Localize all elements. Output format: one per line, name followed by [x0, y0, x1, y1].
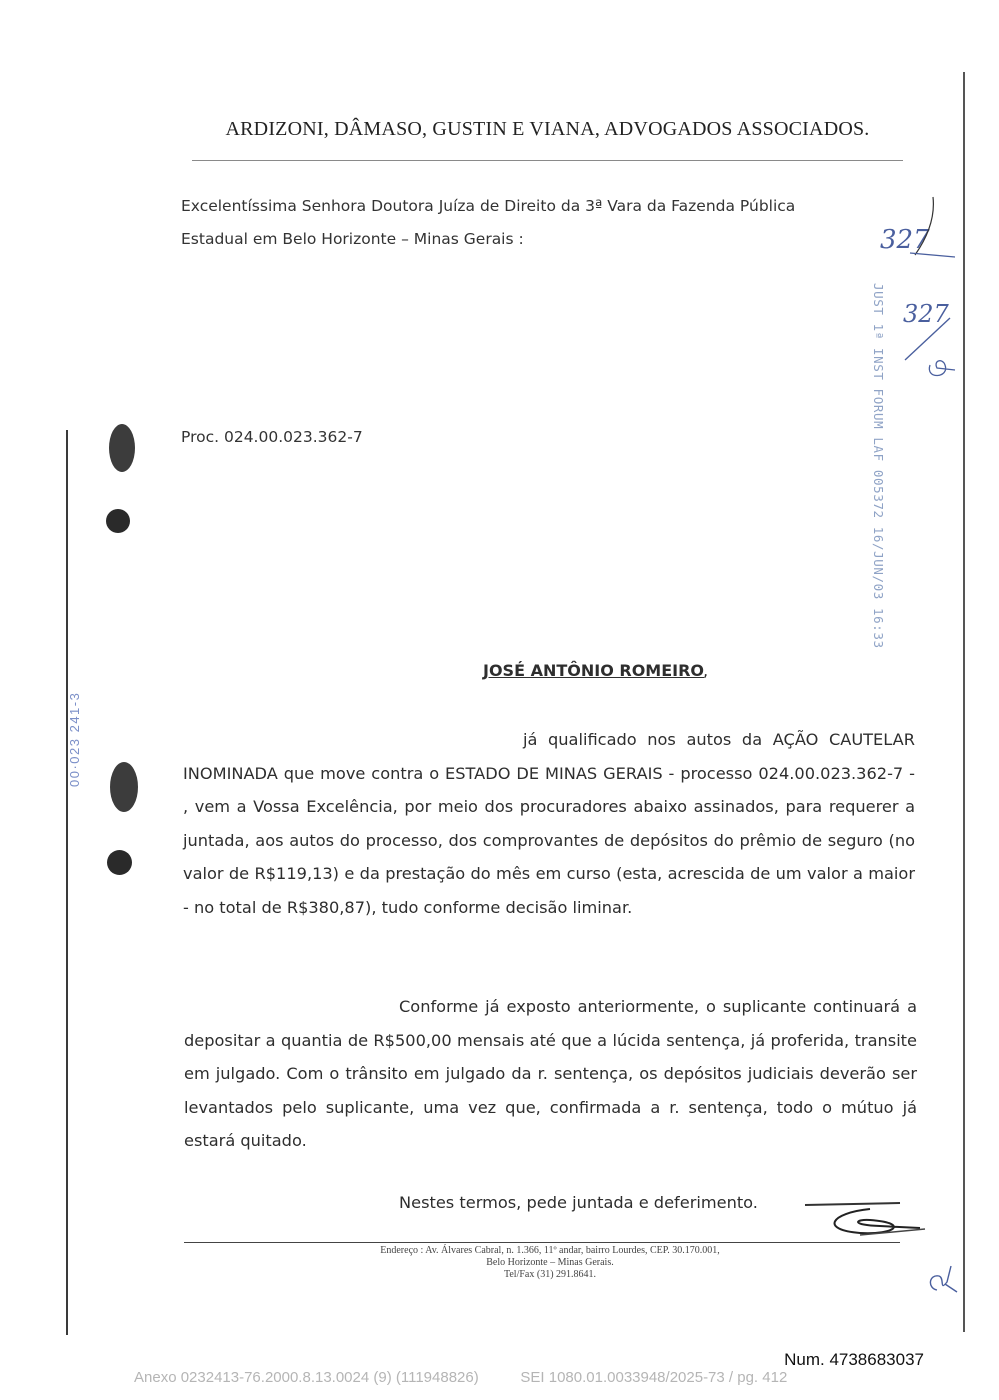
firm-name: ARDIZONI, DÂMASO, GUSTIN E VIANA, ADVOGADOS ASSOCIADOS.: [225, 118, 870, 140]
handwritten-page-number-mid: 327: [903, 300, 949, 328]
process-number: Proc. 024.00.023.362-7: [181, 428, 363, 446]
footer-address: [300, 1245, 800, 1281]
court-stamp: JUST 1ª INST FORUM LAF 005372 16/JUN/03 16:33: [871, 283, 886, 649]
punch-hole: [109, 424, 135, 472]
annex-reference: Anexo 0232413-76.2000.8.13.0024 (9) (111948826) SEI 1080.01.0033948/2025-73 / pg. 412: [134, 1369, 788, 1386]
handwritten-page-number-top: 327: [880, 225, 930, 255]
party-name-comma: ,: [703, 661, 709, 680]
letterhead-divider: [192, 160, 903, 161]
footer-divider: [184, 1242, 900, 1243]
punch-hole: [107, 850, 132, 875]
addressee-line-2: Estadual em Belo Horizonte – Minas Gerais :: [181, 230, 524, 248]
handwritten-side-number: 00·023 241-3: [67, 691, 82, 787]
handwritten-initials-mid: [895, 310, 965, 385]
handwritten-initials-bottom: [925, 1262, 960, 1297]
body-paragraph-2: Conforme já exposto anteriormente, o suplicante continuará a depositar a quantia de R$500,00 mensais até que a lúcida sentença, já proferida, transite em julgado. Com o trânsito em julgado da r. sentença, os depósitos judiciais deverão ser levantados pelo suplicante, uma vez que, confirmada a r. sentença, todo o mútuo já estará quitado.: [184, 997, 917, 1150]
closing-text: Nestes termos, pede juntada e deferimento.: [399, 1193, 758, 1212]
signature: [800, 1195, 930, 1245]
addressee-line-1: Excelentíssima Senhora Doutora Juíza de Direito da 3ª Vara da Fazenda Pública: [181, 197, 796, 215]
strike-mark: [905, 195, 965, 265]
page-left-edge: [66, 430, 68, 1335]
body-paragraph-1: já qualificado nos autos da AÇÃO CAUTELAR INOMINADA que move contra o ESTADO DE MINAS GERAIS - processo 024.00.023.362-7 - , vem a Vossa Excelência, por meio dos procuradores abaixo assinados, para requerer a juntada, aos autos do processo, dos comprovantes de depósitos do prêmio de seguro (no valor de R$119,13) e da prestação do mês em curso (esta, acrescida de um valor a maior - no total de R$380,87), tudo conforme decisão liminar.: [183, 730, 915, 917]
punch-hole: [106, 509, 130, 533]
footer-address-line-2: Belo Horizonte – Minas Gerais.: [486, 1257, 614, 1268]
footer-address-line-1: Endereço : Av. Álvares Cabral, n. 1.366, 11º andar, bairro Lourdes, CEP. 30.170.001,: [380, 1245, 720, 1256]
footer-phone: Tel/Fax (31) 291.8641.: [503, 1269, 597, 1280]
document-number: Num. 4738683037: [784, 1350, 924, 1369]
punch-hole: [110, 762, 138, 812]
party-name: JOSÉ ANTÔNIO ROMEIRO: [483, 661, 705, 680]
